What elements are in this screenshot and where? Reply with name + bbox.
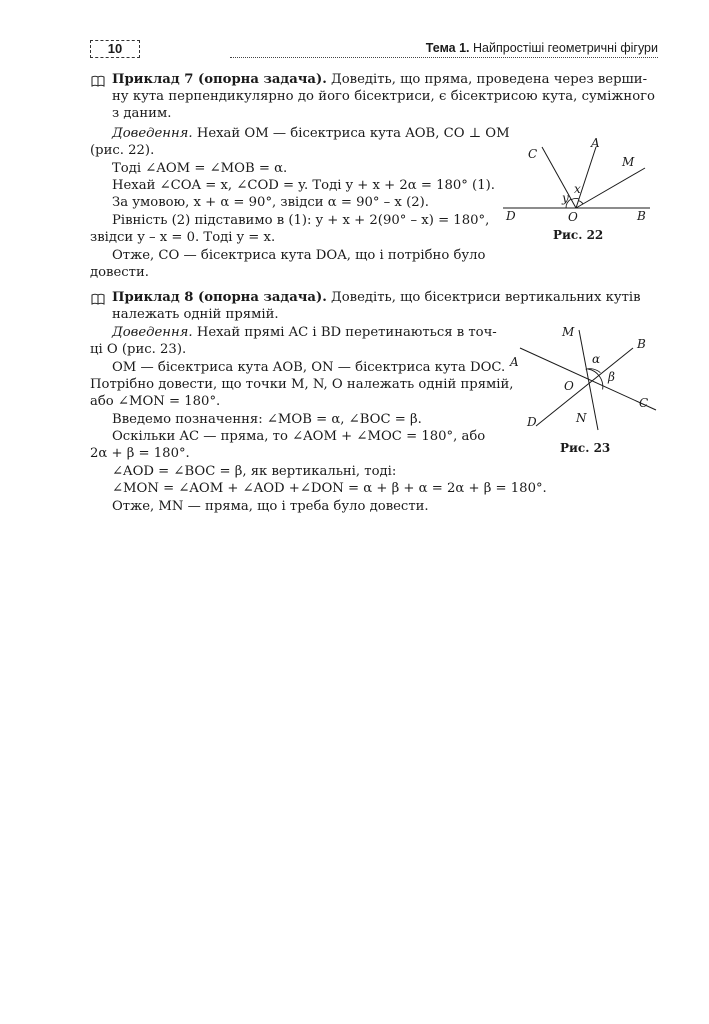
label-c: C	[528, 147, 538, 161]
label-m: M	[622, 155, 635, 169]
figure-22-caption: Рис. 22	[553, 228, 604, 242]
example8-line-2: OM — бісектриса кута AOB, ON — бісектриса кута DOC.	[112, 360, 506, 375]
page-header	[90, 40, 658, 60]
label-o: O	[564, 379, 574, 393]
example8-line-6: Оскільки AC — пряма, то ∠AOM + ∠MOC = 180°, або	[112, 429, 486, 444]
figure-22	[498, 132, 658, 230]
example7-line-8: довести.	[90, 265, 149, 280]
example7-title-line	[112, 71, 647, 88]
example8-line-7: 2α + β = 180°.	[90, 446, 190, 461]
label-c: C	[639, 396, 649, 410]
example7-statement-l2: ну кута перпендикулярно до його бісектриси, є бісектрисою кута, суміжного	[112, 89, 655, 104]
example7-statement-l3: з даним.	[112, 106, 172, 121]
example8-title-line	[112, 289, 641, 306]
theme-label: Тема 1.	[425, 41, 470, 55]
example7-line-1: (рис. 22).	[90, 143, 155, 158]
example7-proof-line-1	[112, 125, 510, 142]
ray-om	[576, 168, 645, 208]
label-beta: β	[608, 370, 615, 384]
label-b: B	[637, 337, 646, 351]
label-m: M	[562, 325, 575, 339]
book-icon	[91, 75, 105, 87]
example8-proof-label: Доведення.	[112, 325, 193, 340]
example8-line-3: Потрібно довести, що точки M, N, O належать одній прямій,	[90, 377, 514, 392]
label-n: N	[576, 411, 587, 425]
example7-line-0: Нехай OM — бісектриса кута AOB, CO ⊥ OM	[196, 126, 510, 141]
example7-line-5: Рівність (2) підставимо в (1): y + x + 2(90° – x) = 180°,	[112, 213, 490, 228]
book-icon	[91, 293, 105, 305]
example7-statement-l1: Доведіть, що пряма, проведена через верши-	[331, 72, 648, 87]
example8-line-5: Введемо позначення: ∠MOB = α, ∠BOC = β.	[112, 412, 422, 427]
example8-line-10: Отже, MN — пряма, що і треба було довести.	[112, 499, 429, 514]
example8-line-4: або ∠MON = 180°.	[90, 394, 221, 409]
example8-line-8: ∠AOD = ∠BOC = β, як вертикальні, тоді:	[112, 464, 397, 479]
label-a: A	[591, 136, 600, 150]
label-o: O	[568, 210, 578, 224]
figure-23	[506, 318, 666, 436]
figure-23-caption: Рис. 23	[560, 441, 611, 455]
example8-statement-l1: Доведіть, що бісектриси вертикальних кутів	[331, 290, 641, 305]
ray-oc	[542, 147, 576, 208]
example7-title: Приклад 7 (опорна задача).	[112, 72, 327, 87]
label-b: B	[637, 209, 646, 223]
example7-line-6: звідси y – x = 0. Тоді y = x.	[90, 230, 276, 245]
angle-arc-x	[571, 198, 579, 199]
label-a: A	[510, 355, 519, 369]
header-rule	[230, 57, 658, 58]
example7-line-3: Нехай ∠COA = x, ∠COD = y. Тоді y + x + 2α = 180° (1).	[112, 178, 495, 193]
label-y: y	[562, 191, 569, 205]
label-d: D	[527, 415, 537, 429]
example7-line-2: Тоді ∠AOM = ∠MOB = α.	[112, 161, 288, 176]
label-x: x	[574, 182, 581, 196]
angle-arc-alpha	[579, 201, 583, 204]
label-d: D	[506, 209, 516, 223]
example8-line-0: Нехай прямі AC і BD перетинаються в точ-	[196, 325, 497, 340]
example7-line-7: Отже, CO — бісектриса кута DOA, що і потрібно було	[112, 248, 486, 263]
theme-heading	[426, 41, 658, 55]
example7-line-4: За умовою, x + α = 90°, звідси α = 90° – x (2).	[112, 195, 429, 210]
example8-proof-line-1	[112, 324, 497, 341]
page-number: 10	[90, 40, 140, 58]
example8-line-9: ∠MON = ∠AOM + ∠AOD +∠DON = α + β + α = 2α + β = 180°.	[112, 481, 547, 496]
example8-statement-l2: належать одній прямій.	[112, 307, 279, 322]
example7-proof-label: Доведення.	[112, 126, 193, 141]
label-alpha: α	[592, 352, 601, 366]
theme-title: Найпростіші геометричні фігури	[473, 41, 658, 55]
example8-line-1: ці O (рис. 23).	[90, 342, 187, 357]
example8-title: Приклад 8 (опорна задача).	[112, 290, 327, 305]
